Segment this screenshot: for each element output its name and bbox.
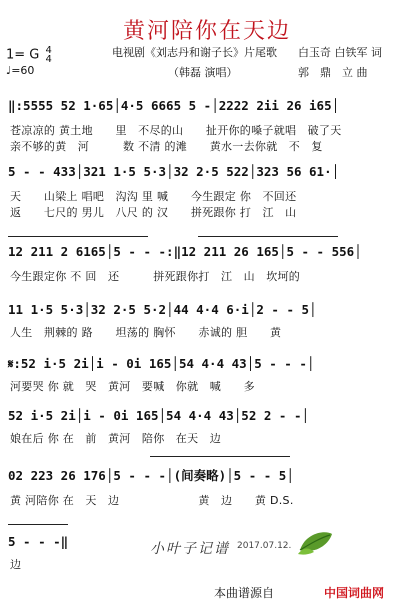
transcription-date: 2017.07.12. — [237, 541, 292, 551]
volta-bracket-2 — [198, 236, 338, 237]
lyric-line-2a: 天 山梁上 唱吧 沟沟 里 喊 今生跟定 你 不回还 — [10, 190, 297, 203]
notation-line-6: 52 i·5 2i│i - 0i 165│54 4·4 43│52 2 - -│ — [8, 408, 310, 423]
lyric-line-1b: 亲不够的黄 河 数 不清 的滩 黄水一去你就 不 复 — [10, 140, 323, 153]
time-signature — [46, 46, 52, 64]
notation-line-7: 02 223 26 176│5 - - -│(间奏略)│5 - - 5│ — [8, 468, 294, 483]
lyric-line-1a: 苍凉凉的 黄土地 里 不尽的山 扯开你的嗓子就唱 破了天 — [10, 124, 342, 137]
subtitle: 电视剧《刘志丹和谢子长》片尾歌 — [112, 46, 277, 59]
tempo-value: =60 — [11, 64, 35, 77]
leaf-icon — [296, 528, 336, 560]
page-title: 黄河陪你在天边 — [122, 19, 291, 44]
composer: 郭 鼎 立 曲 — [298, 66, 368, 79]
notation-line-3: 12 211 2 6165│5 - - -:‖12 211 26 165│5 - - 556│ — [8, 244, 362, 259]
key-label: 1= G — [6, 47, 40, 63]
key-signature — [6, 46, 52, 64]
footer-site-link[interactable]: 中国词曲网 — [324, 586, 385, 600]
footer-source: 本曲谱源自 — [214, 586, 275, 600]
lyric-line-3: 今生跟定你 不 回 还 拼死跟你打 江 山 坎坷的 — [10, 270, 301, 283]
lyric-line-6: 娘在后 你 在 前 黄河 陪你 在天 边 — [10, 432, 221, 445]
lyric-line-4: 人生 荆棘的 路 坦荡的 胸怀 赤诚的 胆 黄 — [10, 326, 282, 339]
tempo-mark: ♩=60 — [6, 64, 35, 77]
notation-line-1: ‖:5555 52 1·65│4·5 6665 5 -│2222 2ii 26 i65│ — [8, 98, 340, 113]
volta-bracket-3 — [150, 456, 290, 457]
transcriber-signature: 小叶子记谱 — [150, 541, 230, 557]
notation-line-4: 11 1·5 5·3│32 2·5 5·2│44 4·4 6·i│2 - - 5│ — [8, 302, 317, 317]
lyricist: 白玉奇 白铁军 词 — [298, 46, 382, 59]
notation-line-8: 5 - - -‖ — [8, 534, 69, 549]
notation-line-2: 5 - - 433│321 1·5 5·3│32 2·5 522│323 56 61·│ — [8, 164, 340, 179]
volta-bracket-4 — [8, 524, 68, 525]
singer: （韩磊 演唱） — [168, 66, 238, 79]
volta-bracket-1 — [8, 236, 148, 237]
lyric-line-8: 边 — [10, 558, 22, 571]
time-sig-bottom: 4 — [45, 54, 52, 65]
lyric-line-5: 河要哭 你 就 哭 黄河 要喊 你就 喊 多 — [10, 380, 255, 393]
lyric-line-2b: 返 七尺的 男儿 八尺 的 汉 拼死跟你 打 江 山 — [10, 206, 297, 219]
notation-line-5: 𝄋:52 i·5 2i│i - 0i 165│54 4·4 43│5 - - -│ — [8, 356, 315, 371]
lyric-line-7: 黄 河陪你 在 天 边 黄 边 黄 D.S. — [10, 494, 294, 507]
time-sig-top: 4 — [45, 45, 52, 56]
